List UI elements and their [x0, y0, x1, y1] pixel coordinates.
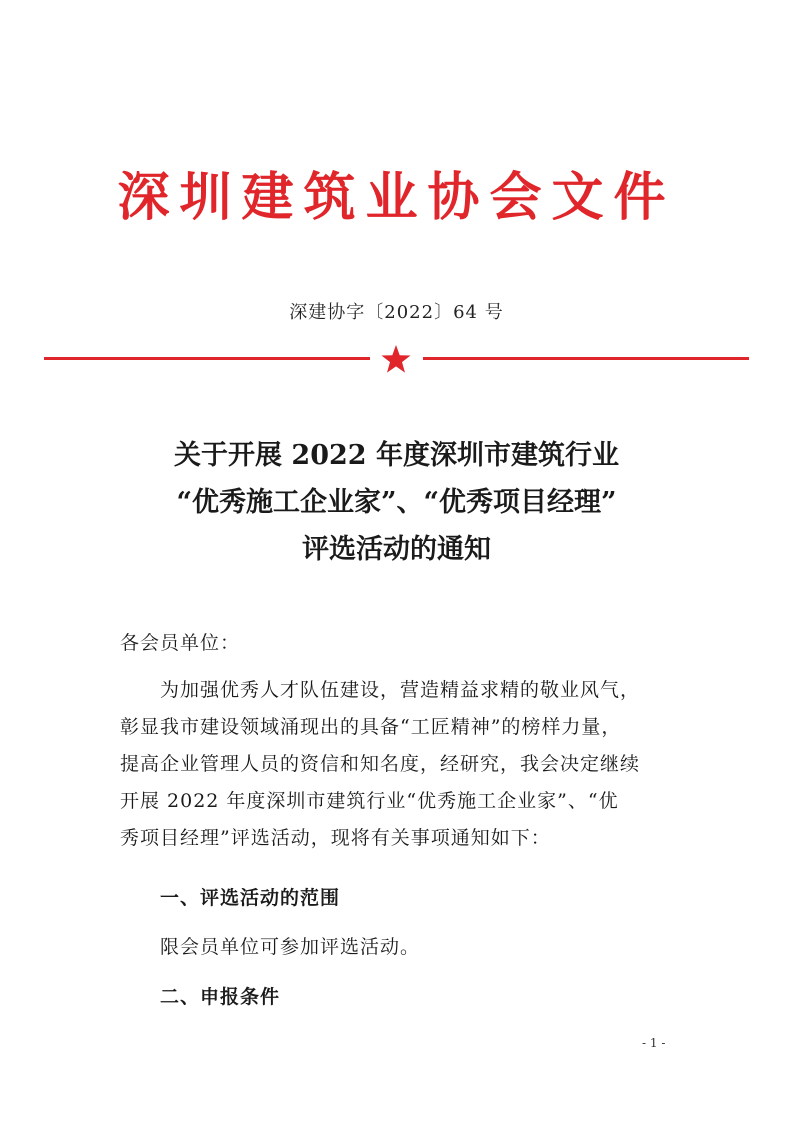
paragraph-line: 彰显我市建设领域涌现出的具备“工匠精神”的榜样力量，	[120, 716, 622, 738]
star-icon	[380, 344, 412, 374]
paragraph-line: 秀项目经理”评选活动，现将有关事项通知如下：	[120, 827, 551, 849]
divider-line-left	[44, 357, 370, 360]
divider-line-right	[423, 357, 749, 360]
paragraph-line: 提高企业管理人员的资信和知名度，经研究，我会决定继续	[120, 753, 641, 775]
document-number: 深建协字〔2022〕64 号	[289, 302, 504, 323]
page-number: - 1 -	[642, 1036, 666, 1050]
title-line: “优秀施工企业家”、“优秀项目经理”	[176, 487, 617, 518]
header-divider	[44, 346, 749, 370]
organization-header: 深圳建筑业协会文件	[117, 167, 676, 228]
section-scope-text: 限会员单位可参加评选活动。	[160, 936, 421, 958]
title-line: 评选活动的通知	[302, 534, 491, 565]
paragraph-line: 开展 2022 年度深圳市建筑行业“优秀施工企业家”、“优	[120, 790, 619, 812]
section-heading-conditions: 二、申报条件	[160, 986, 281, 1008]
title-line: 关于开展 2022 年度深圳市建筑行业	[174, 440, 619, 471]
paragraph-line: 为加强优秀人才队伍建设，营造精益求精的敬业风气，	[160, 679, 641, 701]
notice-title	[0, 432, 793, 573]
salutation: 各会员单位：	[120, 632, 241, 654]
intro-paragraph	[120, 672, 680, 857]
section-heading-scope: 一、评选活动的范围	[160, 887, 341, 909]
